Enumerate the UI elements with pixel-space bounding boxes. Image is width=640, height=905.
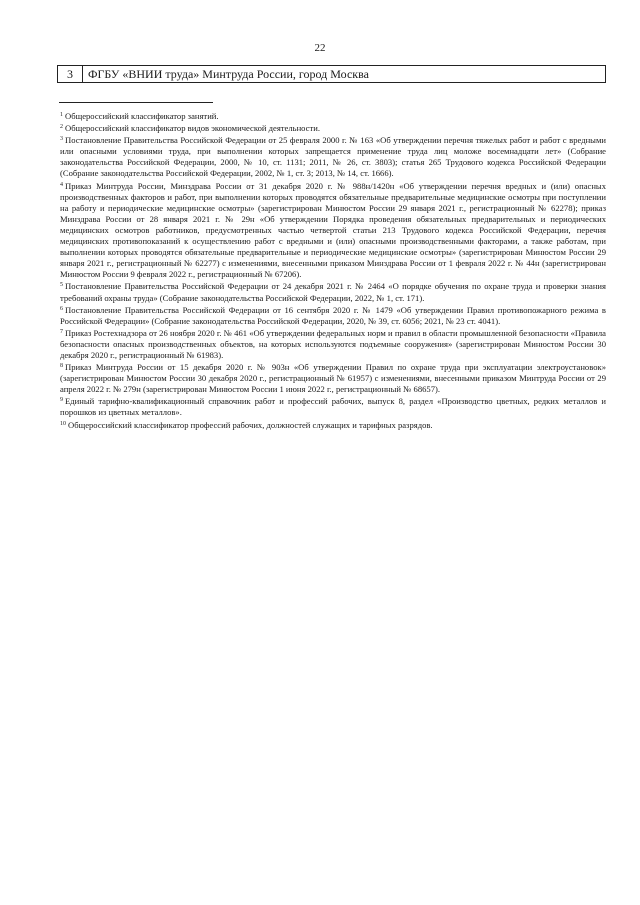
footnote-text: Общероссийский классификатор видов экономической деятельности. bbox=[65, 123, 320, 134]
organization-table-row bbox=[57, 65, 606, 83]
footnote bbox=[60, 110, 606, 122]
footnote-text: Приказ Ростехнадзора от 26 ноября 2020 г. № 461 «Об утверждении федеральных норм и правил в области промышленной безопасности «Правила безопасности опасных производственных объектов, на которых используются подъемные сооружения» (зарегистрирован Минюстом России 30 декабря 2020 г., регистрационный № 61983). bbox=[60, 327, 606, 360]
footnote-text: Постановление Правительства Российской Федерации от 25 февраля 2000 г. № 163 «Об утверждении перечня тяжелых работ и работ с вредными или опасными условиями труда, при выполнении которых запрещается применение труда лиц моложе восемнадцати лет» (Собрание законодательства Российской Федерации, 2000, № 10, ст. 1131; 2011, № 26, ст. 3803); статья 265 Трудового кодекса Российской Федерации (Собрание законодательства Российской Федерации, 2002, № 1, ст. 3; 2013, № 14, ст. 1666). bbox=[60, 135, 606, 179]
footnote bbox=[60, 280, 606, 303]
footnote-mark: 4 bbox=[60, 181, 63, 188]
footnote bbox=[60, 327, 606, 361]
footnote-text: Постановление Правительства Российской Федерации от 24 декабря 2021 г. № 2464 «О порядке обучения по охране труда и проверки знания требований охраны труда» (Собрание законодательства Российской Федерации, 2022, № 1, ст. 171). bbox=[60, 281, 606, 303]
footnotes bbox=[60, 110, 606, 431]
footnote-text: Общероссийский классификатор профессий рабочих, должностей служащих и тарифных разрядов. bbox=[68, 419, 433, 430]
footnote-text: Приказ Минтруда России, Минздрава России от 31 декабря 2020 г. № 988н/1420н «Об утверждении перечня вредных и (или) опасных производственных факторов и работ, при выполнении которых проводятся обязательные предварительные медицинские осмотры при поступлении на работу и периодические медицинские осмотры» (зарегистрирован Минюстом России 29 января 2021 г., регистрационный № 62278); приказ Минздрава России от 28 января 2021 г. № 29н «Об утверждении Порядка проведения обязательных предварительных и периодических медицинских осмотров работников, предусмотренных частью четвертой статьи 213 Трудового кодекса Российской Федерации, перечня медицинских противопоказаний к осуществлению работ с вредными и (или) опасными производственными факторами, а также работам, при выполнении которых проводятся обязательные предварительные и периодические медицинские осмотры» (зарегистрирован Минюстом России 29 января 2021 г., регистрационный № 62277) с изменениями, внесенными приказом Минздрава России от 1 февраля 2022 г. № 44н (зарегистрирован Минюстом России 9 февраля 2022 г., регистрационный № 67206). bbox=[60, 180, 606, 280]
page-number: 22 bbox=[314, 42, 326, 54]
footnote-mark: 9 bbox=[60, 397, 63, 404]
footnote bbox=[60, 180, 606, 281]
footnote-mark: 5 bbox=[60, 282, 63, 289]
footnote bbox=[60, 122, 606, 134]
footnote-text: Приказ Минтруда России от 15 декабря 2020 г. № 903н «Об утверждении Правил по охране труда при эксплуатации электроустановок» (зарегистрирован Минюстом России 30 декабря 2020 г., регистрационный № 61957) с изменениями, внесенными приказом Минтруда России от 29 апреля 2022 г. № 279н (зарегистрирован Минюстом России 1 июня 2022 г., регистрационный № 68657). bbox=[60, 362, 606, 395]
footnote-text: Постановление Правительства Российской Федерации от 16 сентября 2020 г. № 1479 «Об утверждении Правил противопожарного режима в Российской Федерации» (Собрание законодательства Российской Федерации, 2020, № 39, ст. 6056; 2021, № 23 ст. 4041). bbox=[60, 304, 606, 326]
footnote-mark: 6 bbox=[60, 305, 63, 312]
footnote bbox=[60, 361, 606, 395]
footnote bbox=[60, 304, 606, 327]
footnote bbox=[60, 419, 606, 431]
footnote-mark: 2 bbox=[60, 124, 63, 131]
row-number: 3 bbox=[58, 66, 83, 82]
footnote-separator bbox=[59, 102, 213, 103]
footnote-text: Общероссийский классификатор занятий. bbox=[65, 111, 219, 121]
footnote-mark: 10 bbox=[60, 420, 66, 427]
footnote-mark: 7 bbox=[60, 328, 63, 335]
footnote-mark: 8 bbox=[60, 363, 63, 370]
footnote bbox=[60, 134, 606, 179]
footnote bbox=[60, 395, 606, 418]
footnote-text: Единый тарифно-квалификационный справочник работ и профессий рабочих, выпуск 8, раздел «Производство цветных, редких металлов и порошков из цветных металлов». bbox=[60, 396, 606, 418]
organization-name: ФГБУ «ВНИИ труда» Минтруда России, город Москва bbox=[88, 67, 369, 81]
footnote-mark: 3 bbox=[60, 136, 63, 143]
footnote-mark: 1 bbox=[60, 112, 63, 118]
